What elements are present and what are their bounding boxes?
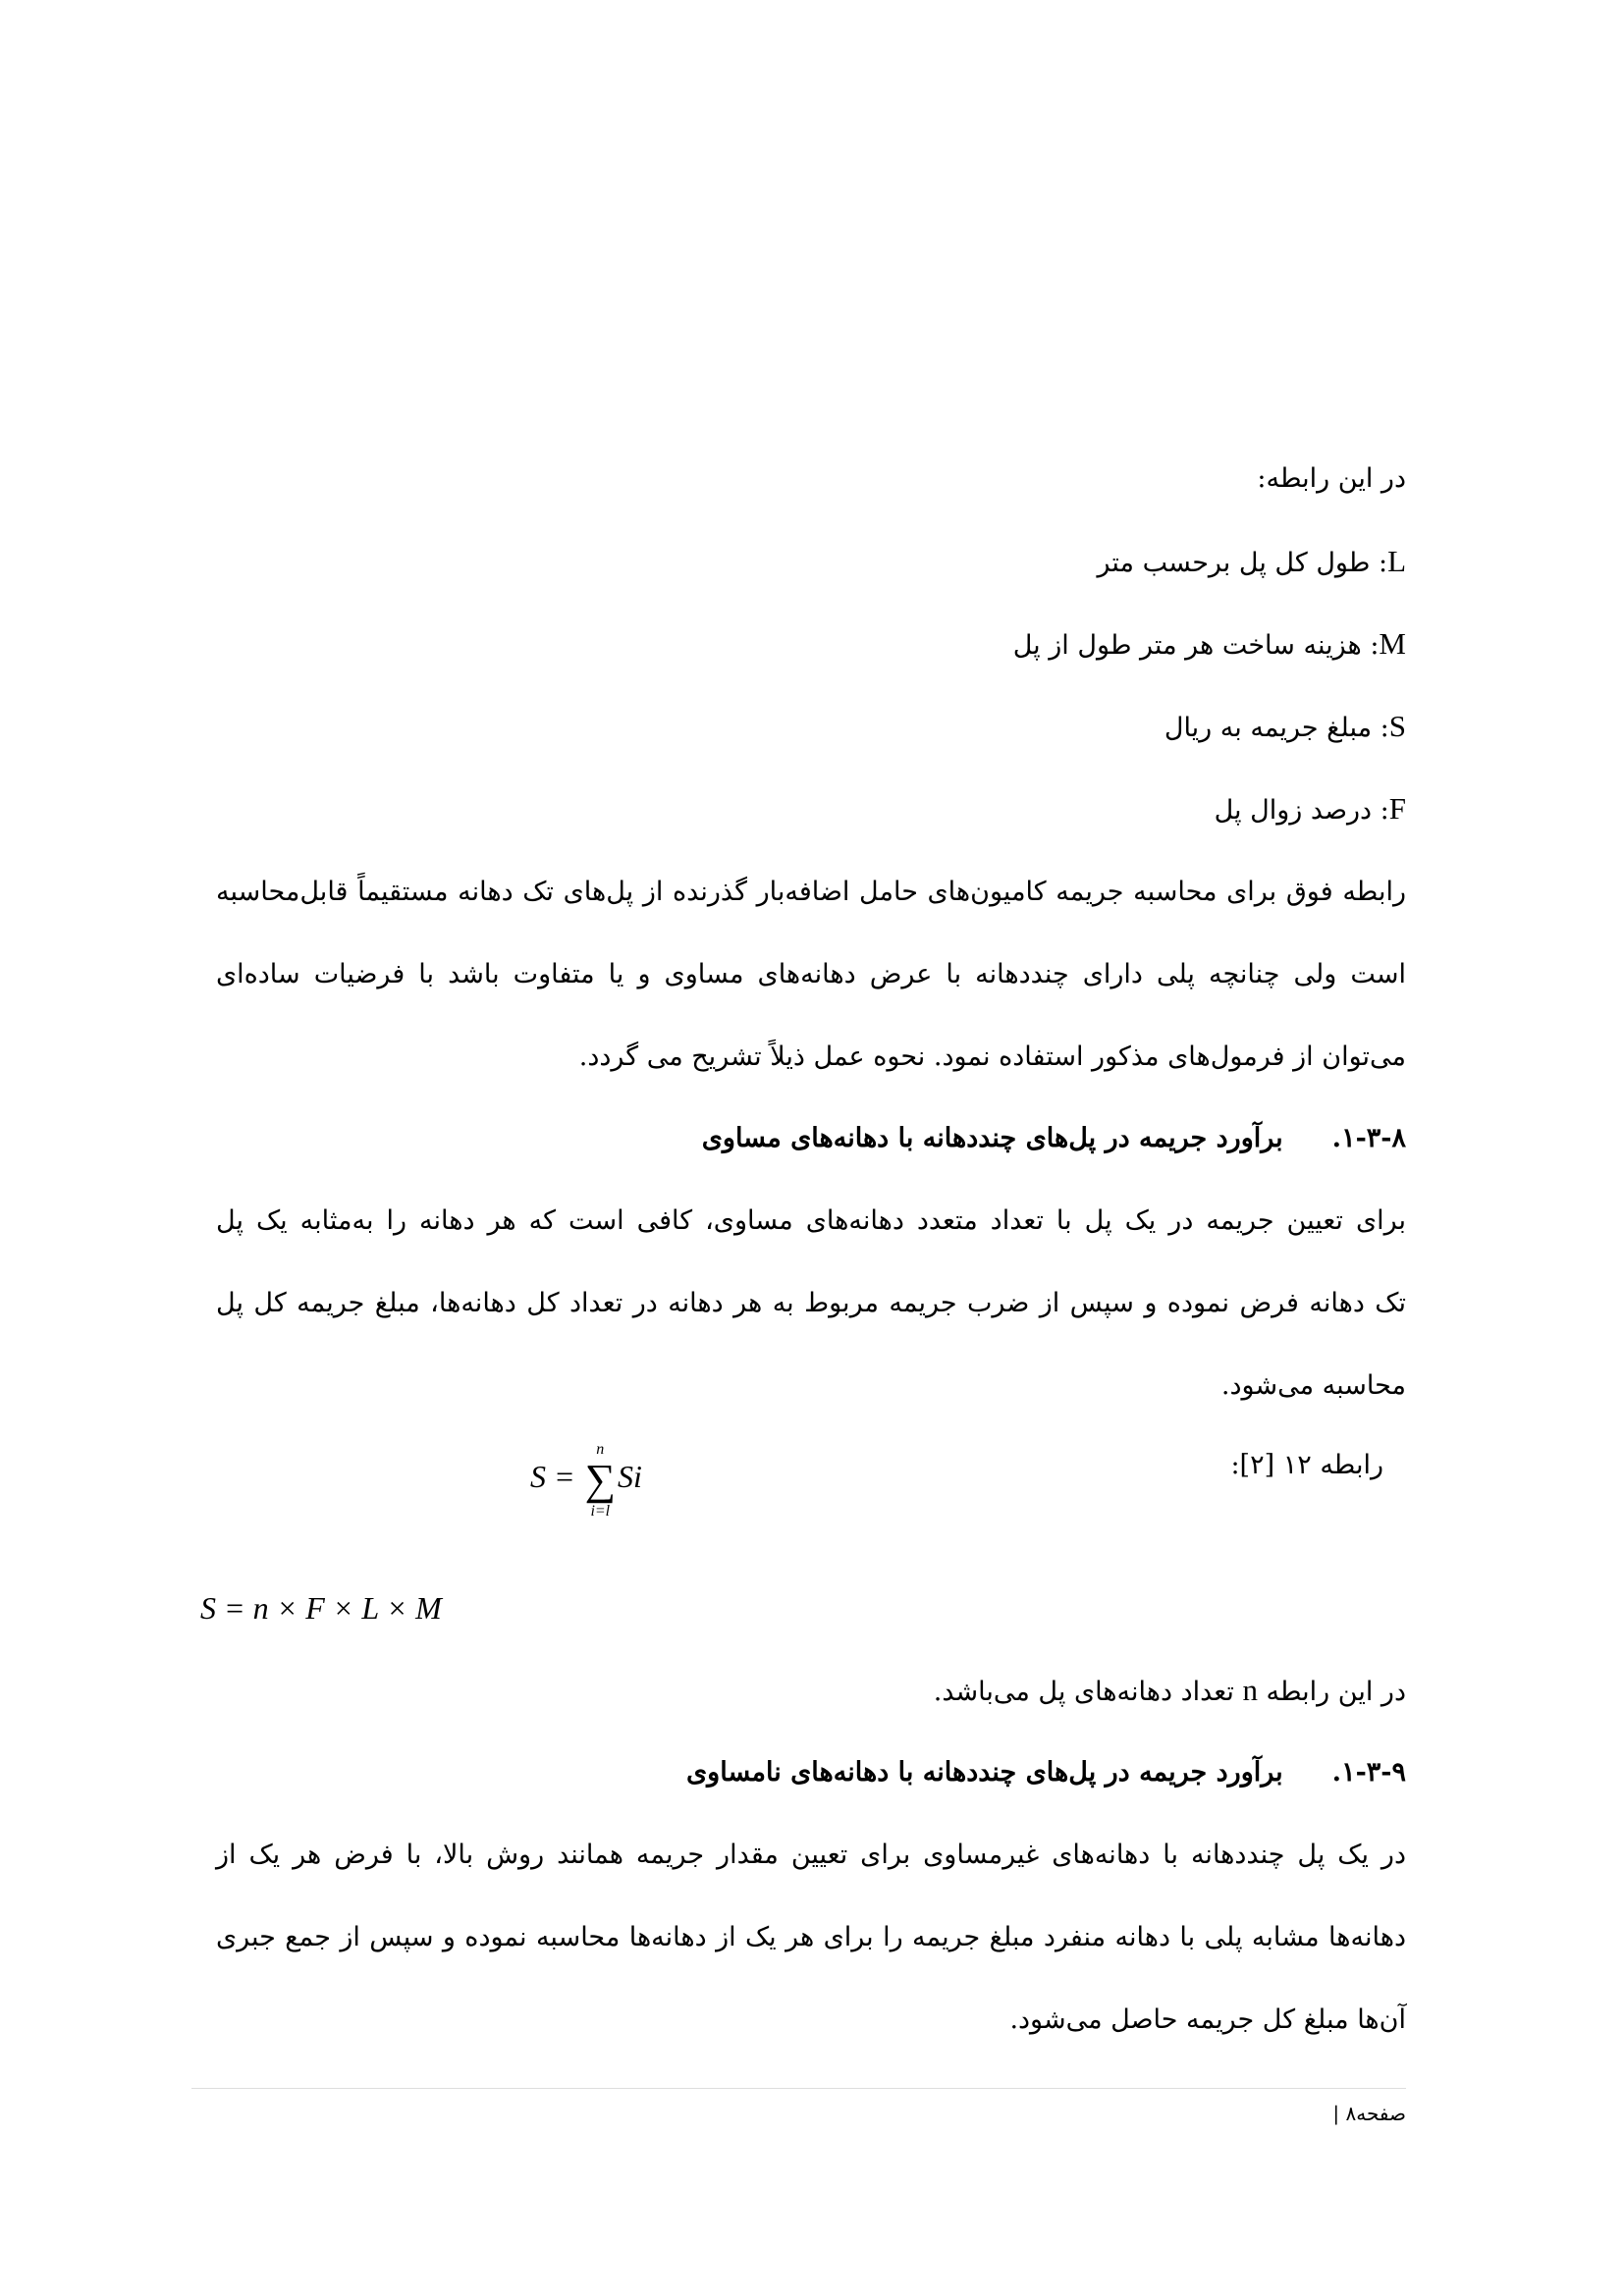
section-title: برآورد جریمه در پل‌های چنددهانه با دهانه‌های نامساوی <box>686 1757 1283 1788</box>
note-symbol: n <box>1242 1673 1258 1707</box>
definition-F <box>216 789 1406 830</box>
definition-text: : درصد زوال پل <box>1214 795 1389 826</box>
paragraph-line: است ولی چنانچه پلی دارای چنددهانه با عرض دهانه‌های مساوی و یا متفاوت باشد با فرضیات ساده‌ای <box>216 959 1406 989</box>
equation-term: Si <box>617 1458 642 1494</box>
note-text: تعداد دهانه‌های پل می‌باشد. <box>933 1677 1243 1707</box>
equation-sum <box>530 1441 642 1520</box>
equation-label: رابطه ۱۲ [۲]: <box>1230 1450 1383 1480</box>
note-text: در این رابطه <box>1257 1677 1406 1707</box>
sum-lower-limit: i=l <box>590 1503 611 1520</box>
definition-text: : هزینه ساخت هر متر طول از پل <box>1012 630 1380 661</box>
paragraph-line: در یک پل چنددهانه با دهانه‌های غیرمساوی برای تعیین مقدار جریمه همانند روش بالا، با فرض هر یک از <box>216 1840 1406 1870</box>
section-heading-unequal-spans <box>216 1753 1406 1792</box>
sum-upper-limit: n <box>596 1441 605 1458</box>
paragraph-line: آن‌ها مبلغ کل جریمه حاصل می‌شود. <box>1009 2004 1406 2035</box>
definition-M <box>216 624 1406 666</box>
definition-L <box>216 542 1406 583</box>
paragraph-line: تک دهانه فرض نموده و سپس از ضرب جریمه مربوط به هر دهانه در تعداد کل دهانه‌ها، مبلغ جریمه کل پل <box>216 1288 1406 1318</box>
intro-text: در این رابطه: <box>1257 463 1406 494</box>
sigma-glyph: ∑ <box>584 1456 616 1504</box>
paragraph-line: می‌توان از فرمول‌های مذکور استفاده نمود. نحوه عمل ذیلاً تشریح می گردد. <box>578 1041 1406 1072</box>
section-heading-equal-spans <box>216 1119 1406 1158</box>
paragraph-line: برای تعیین جریمه در یک پل با تعداد متعدد دهانه‌های مساوی، کافی است که هر دهانه را به‌مثابه یک پل <box>216 1205 1406 1236</box>
footer-divider <box>191 2088 1406 2089</box>
definition-symbol: L <box>1387 544 1406 578</box>
definition-symbol: S <box>1388 709 1406 743</box>
paragraph-line: محاسبه می‌شود. <box>1220 1370 1406 1401</box>
equation-product: S = n × F × L × M <box>200 1590 442 1626</box>
page-number: صفحه۸ | <box>1332 2102 1406 2125</box>
n-note <box>216 1671 1406 1712</box>
paragraph-line: رابطه فوق برای محاسبه جریمه کامیون‌های حامل اضافه‌بار گذرنده از پل‌های تک دهانه مستقیماً قابل‌محاسبه <box>216 877 1406 907</box>
sigma-symbol <box>584 1441 616 1520</box>
section-title: برآورد جریمه در پل‌های چنددهانه با دهانه‌های مساوی <box>701 1123 1283 1153</box>
definition-symbol: F <box>1388 791 1406 826</box>
section-number: ۱-۳-۸. <box>1331 1123 1406 1153</box>
definition-text: : طول کل پل برحسب متر <box>1097 548 1388 578</box>
paragraph-line: دهانه‌ها مشابه پلی با دهانه منفرد مبلغ جریمه را برای هر یک از دهانه‌ها محاسبه نموده و سپس از جمع جبری <box>216 1922 1406 1952</box>
definition-S <box>216 707 1406 748</box>
equation-lhs: S = <box>530 1458 575 1494</box>
definition-text: : مبلغ جریمه به ریال <box>1164 713 1389 743</box>
definition-symbol: M <box>1379 626 1406 661</box>
section-number: ۱-۳-۹. <box>1331 1757 1406 1788</box>
